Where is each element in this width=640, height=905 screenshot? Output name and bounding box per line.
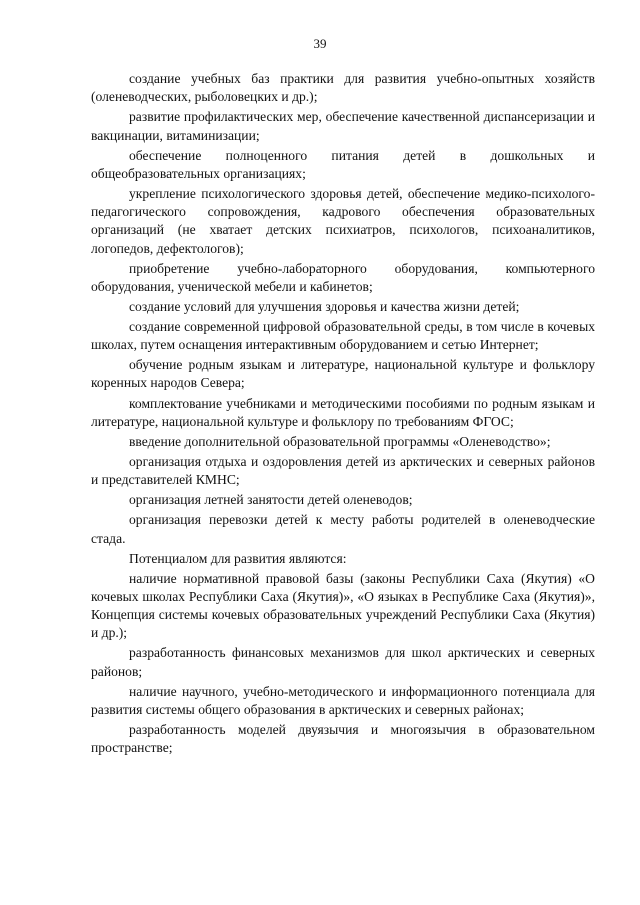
paragraph: введение дополнительной образовательной программы «Оленеводство»; [129,433,551,449]
page-number: 39 [313,36,327,51]
document-body [91,70,595,759]
paragraph: обеспечение полноценного питания детей в дошкольных и общеобразовательных организациях; [91,147,595,181]
paragraph: создание современной цифровой образовательной среды, в том числе в кочевых школах, путем оснащения интерактивным оборудованием и сетью Интернет; [91,318,595,353]
paragraph: организация перевозки детей к месту работы родителей в оленеводческие стада. [91,512,595,546]
paragraph: организация отдыха и оздоровления детей из арктических и северных районов и представителей КМНС; [91,453,595,488]
paragraph: создание учебных баз практики для развития учебно-опытных хозяйств (оленеводческих, рыболовецких и др.); [91,71,595,105]
paragraph: создание условий для улучшения здоровья и качества жизни детей; [129,298,520,314]
paragraph: комплектование учебниками и методическими пособиями по родным языкам и литературе, национальной культуре и фольклору по требованиям ФГОС; [91,395,595,429]
paragraph: организация летней занятости детей оленеводов; [129,492,413,508]
paragraph: наличие нормативной правовой базы (законы Республики Саха (Якутия) «О кочевых школах Республики Саха (Якутия)», «О языках в Республике Саха (Якутия)», Концепция системы кочевых образовательных учреждений Республики Саха (Якутия) и др.); [91,570,595,641]
paragraph: разработанность финансовых механизмов для школ арктических и северных районов; [91,645,595,679]
paragraph: обучение родным языкам и литературе, национальной культуре и фольклору коренных народов Севера; [91,357,595,391]
paragraph: приобретение учебно-лабораторного оборудования, компьютерного оборудования, ученической мебели и кабинетов; [91,260,595,294]
paragraph: развитие профилактических мер, обеспечение качественной диспансеризации и вакцинации, витаминизации; [91,109,595,143]
paragraph: разработанность моделей двуязычия и многоязычия в образовательном пространстве; [91,722,595,756]
section-lead-paragraph: Потенциалом для развития являются: [129,550,347,566]
paragraph: укрепление психологического здоровья детей, обеспечение медико-психолого-педагогического сопровождения, кадрового обеспечения образовательных организаций (не хватает детских психиатров, психологов, психоаналитиков, логопедов, дефектологов); [91,185,595,256]
paragraph: наличие научного, учебно-методического и информационного потенциала для развития системы общего образования в арктических и северных районах; [91,683,595,717]
